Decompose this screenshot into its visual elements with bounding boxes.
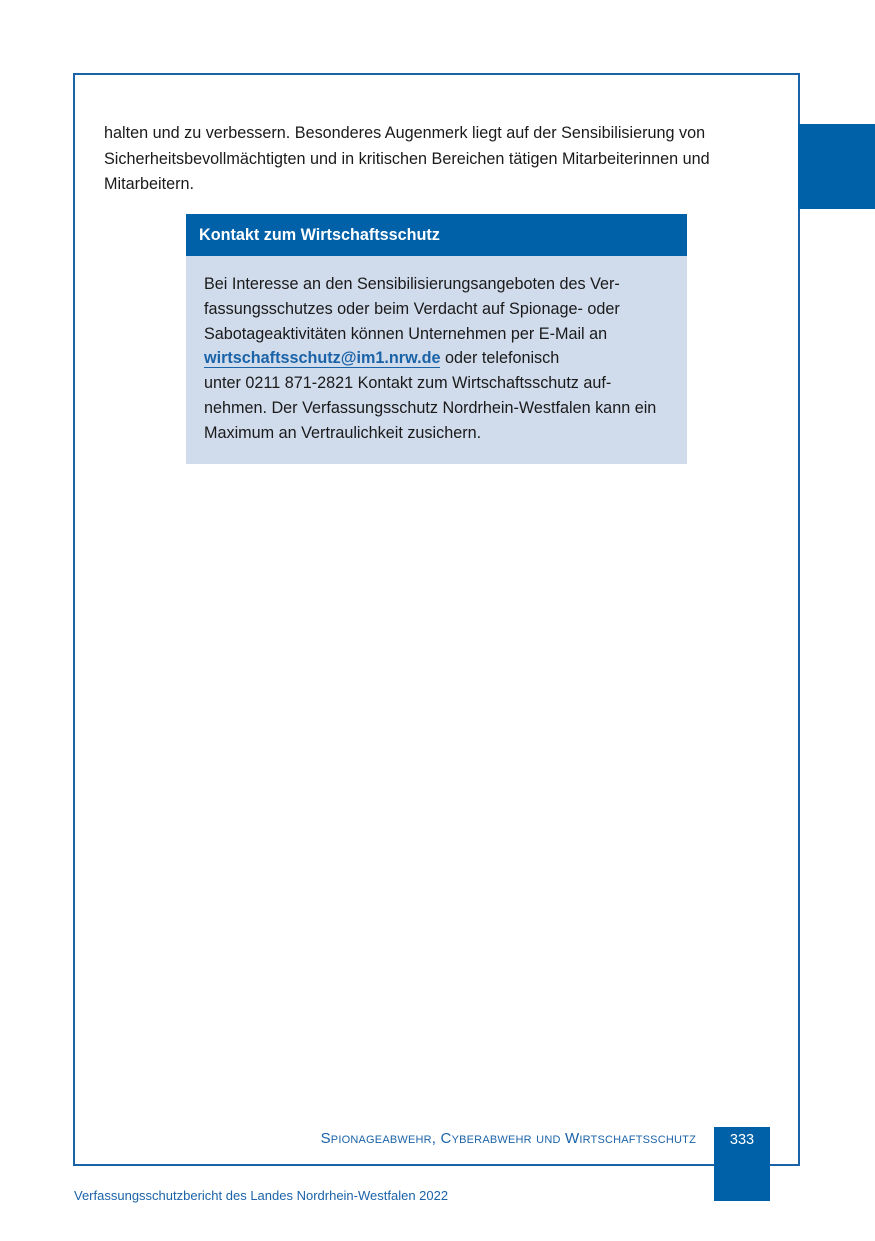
contact-box-title: Kontakt zum Wirtschaftsschutz <box>186 214 687 256</box>
contact-text-closing: unter 0211 871-2821 Kontakt zum Wirtschaftsschutz aufnehmen. Der Verfassungsschutz Nordrhein-Westfalen kann ein Maximum an Vertraulichkeit zusichern. <box>204 374 657 442</box>
email-link[interactable]: wirtschaftsschutz@im1.nrw.de <box>204 349 441 368</box>
contact-text-phone-lead: oder telefonisch <box>440 349 560 368</box>
body-paragraph: halten und zu verbessern. Besonderes Augenmerk liegt auf der Sensibilisierung von Sicherheitsbevollmächtigten und in kritischen Bereichen tätigen Mitarbeiterinnen und Mitarbeitern. <box>104 124 710 193</box>
contact-box-body <box>186 256 687 464</box>
contact-info-box <box>186 214 687 464</box>
report-title: Verfassungsschutzbericht des Landes Nordrhein-Westfalen 2022 <box>74 1188 449 1203</box>
contact-text-intro: Bei Interesse an den Sensibilisierungsangeboten des Verfassungsschutzes oder beim Verdacht auf Spionage- oder Sabotageaktivitäten können Unternehmen per E-Mail an <box>204 275 620 343</box>
page-number: 333 <box>729 1132 755 1148</box>
chapter-marker-tab <box>798 124 875 209</box>
running-footer-section-title: Spionageabwehr, Cyberabwehr und Wirtschaftsschutz <box>320 1130 696 1147</box>
